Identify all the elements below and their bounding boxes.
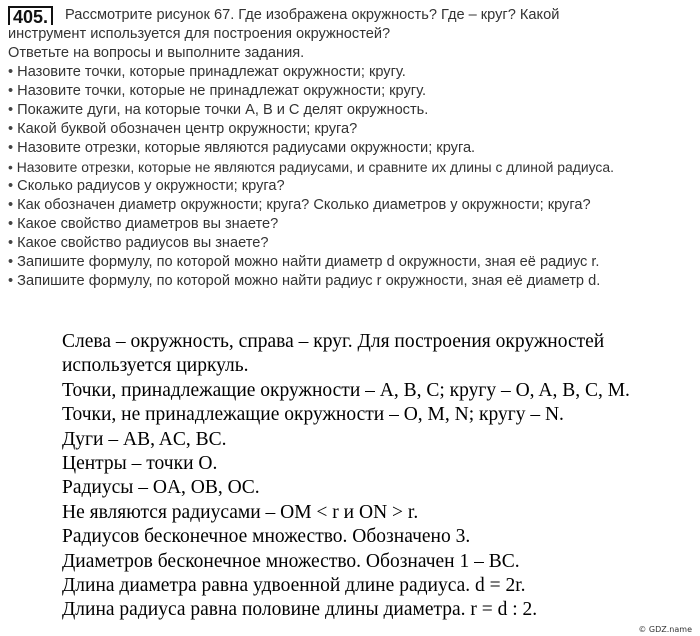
task-bullet bbox=[8, 101, 696, 120]
answer-line: Длина радиуса равна половине длины диаметра. r = d : 2. bbox=[62, 599, 538, 621]
answer-line: Диаметров бесконечное множество. Обозначен 1 – BC. bbox=[62, 550, 520, 572]
task-block bbox=[8, 6, 696, 291]
bullet-icon: • bbox=[8, 64, 18, 80]
task-bullet bbox=[8, 158, 696, 177]
task-bullet-text: Назовите точки, которые принадлежат окружности; кругу. bbox=[17, 64, 406, 80]
answer-line: Радиусы – OA, OB, OC. bbox=[62, 477, 260, 499]
bullet-icon: • bbox=[8, 197, 18, 213]
bullet-icon: • bbox=[8, 83, 18, 99]
task-bullet bbox=[8, 82, 696, 101]
bullet-icon: • bbox=[8, 159, 17, 175]
task-bullet bbox=[8, 177, 696, 196]
bullet-icon: • bbox=[8, 178, 18, 194]
bullet-icon: • bbox=[8, 254, 18, 270]
task-bullet-text: Назовите отрезки, которые являются радиусами окружности; круга. bbox=[17, 140, 476, 156]
task-bullet-text: Какое свойство диаметров вы знаете? bbox=[17, 216, 279, 232]
task-intro-line bbox=[8, 6, 696, 25]
answer-line: Слева – окружность, справа – круг. Для построения окружностей bbox=[62, 331, 605, 352]
answer-line: Не являются радиусами – OM < r и ON > r. bbox=[62, 501, 419, 523]
task-bullet bbox=[8, 234, 696, 253]
answer-block bbox=[62, 330, 692, 623]
task-bullet-text: Какое свойство радиусов вы знаете? bbox=[17, 235, 269, 251]
bullet-icon: • bbox=[8, 235, 18, 251]
task-bullet-text: Назовите отрезки, которые не являются радиусами, и сравните их длины с длиной радиуса. bbox=[16, 159, 614, 175]
answer-line: Дуги – AB, AC, BC. bbox=[62, 428, 227, 450]
answer-line: Длина диаметра равна удвоенной длине радиуса. d = 2r. bbox=[62, 574, 526, 596]
watermark: © GDZ.name bbox=[638, 625, 692, 634]
task-bullet-text: Запишите формулу, по которой можно найти диаметр d окружности, зная её радиус r. bbox=[17, 254, 600, 270]
task-bullet bbox=[8, 272, 696, 291]
bullet-icon: • bbox=[8, 102, 18, 118]
task-bullet bbox=[8, 196, 696, 215]
task-intro-line: инструмент используется для построения окружностей? bbox=[8, 26, 391, 42]
answer-line: Центры – точки O. bbox=[62, 452, 218, 474]
bullet-icon: • bbox=[8, 273, 18, 289]
answer-line: Точки, принадлежащие окружности – A, B, C; кругу – O, A, B, C, M. bbox=[62, 379, 630, 401]
task-bullet bbox=[8, 120, 696, 139]
task-intro-line: Ответьте на вопросы и выполните задания. bbox=[8, 45, 305, 61]
task-bullet-text: Какой буквой обозначен центр окружности; круга? bbox=[17, 121, 358, 137]
task-bullet-text: Как обозначен диаметр окружности; круга? Сколько диаметров у окружности; круга? bbox=[17, 197, 591, 213]
task-bullet bbox=[8, 253, 696, 272]
task-number: 405. bbox=[8, 6, 53, 25]
answer-line: Точки, не принадлежащие окружности – O, M, N; кругу – N. bbox=[62, 404, 564, 426]
answer-line: Радиусов бесконечное множество. Обозначено 3. bbox=[62, 526, 471, 548]
task-bullet bbox=[8, 139, 696, 158]
task-bullet-text: Сколько радиусов у окружности; круга? bbox=[17, 178, 285, 194]
bullet-icon: • bbox=[8, 121, 18, 137]
task-bullet bbox=[8, 215, 696, 234]
task-bullet-text: Покажите дуги, на которые точки A, B и C делят окружность. bbox=[17, 102, 429, 118]
task-bullet bbox=[8, 63, 696, 82]
bullet-icon: • bbox=[8, 140, 18, 156]
bullet-icon: • bbox=[8, 216, 18, 232]
task-intro-text: Рассмотрите рисунок 67. Где изображена окружность? Где – круг? Какой bbox=[65, 7, 560, 23]
answer-line: используется циркуль. bbox=[62, 355, 249, 377]
task-bullet-text: Запишите формулу, по которой можно найти радиус r окружности, зная её диаметр d. bbox=[17, 273, 601, 289]
task-bullet-text: Назовите точки, которые не принадлежат окружности; кругу. bbox=[17, 83, 427, 99]
